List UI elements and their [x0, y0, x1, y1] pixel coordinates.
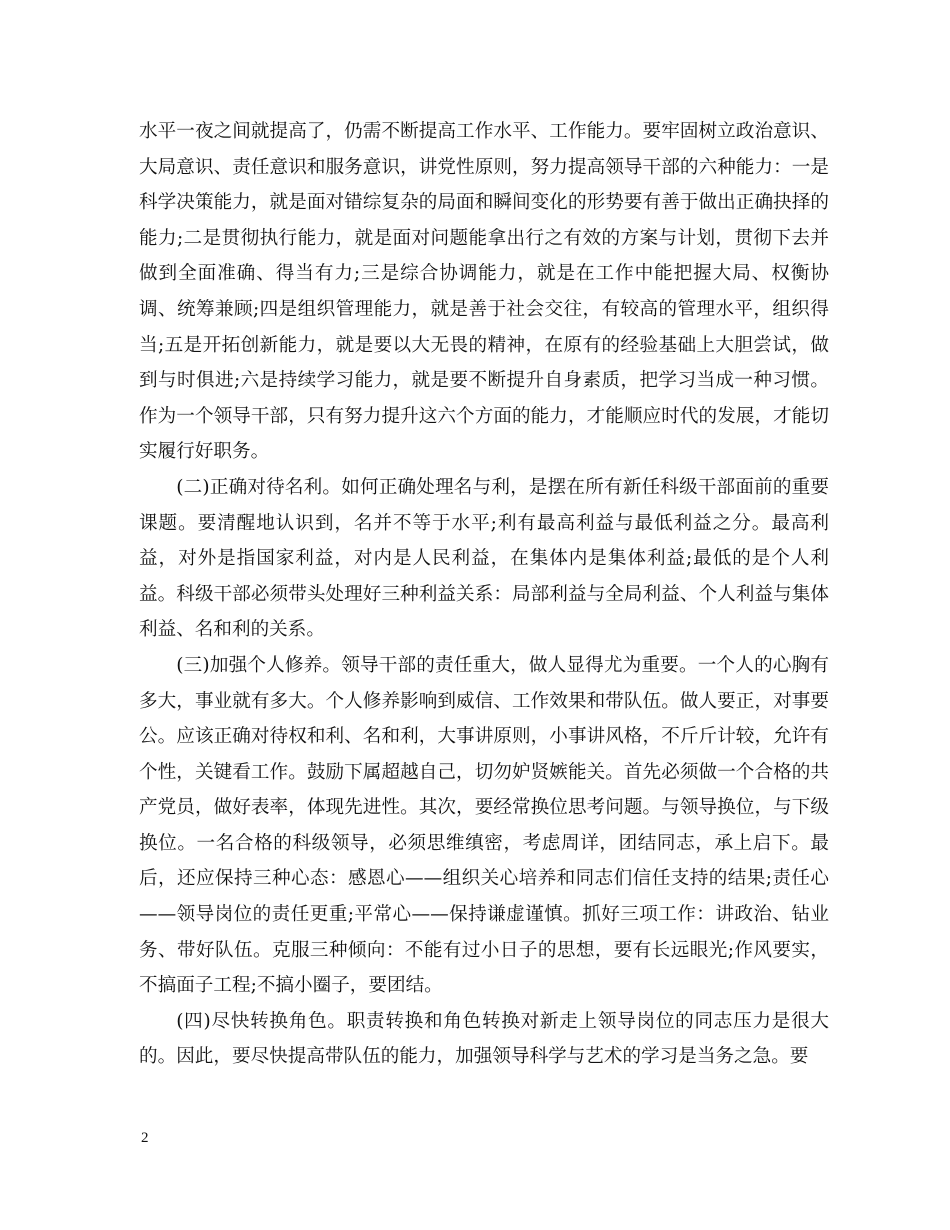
page-number: 2	[141, 1130, 149, 1146]
paragraph-2: (二)正确对待名利。如何正确处理名与利，是摆在所有新任科级干部面前的重要课题。要清醒地认识到，名并不等于水平;利有最高利益与最低利益之分。最高利益，对外是指国家利益，对内是人民利益，在集体内是集体利益;最低的是个人利益。科级干部必须带头处理好三种利益关系：局部利益与全局利益、个人利益与集体利益、名和利的关系。	[139, 476, 829, 641]
paragraph-3: (三)加强个人修养。领导干部的责任重大，做人显得尤为重要。一个人的心胸有多大，事业就有多大。个人修养影响到威信、工作效果和带队伍。做人要正，对事要公。应该正确对待权和利、名和利，大事讲原则，小事讲风格，不斤斤计较，允许有个性，关键看工作。鼓励下属超越自己，切勿妒贤嫉能关。首先必须做一个合格的共产党员，做好表率，体现先进性。其次，要经常换位思考问题。与领导换位，与下级换位。一名合格的科级领导，必须思维缜密，考虑周详，团结同志，承上启下。最后，还应保持三种心态：感恩心——组织关心培养和同志们信任支持的结果;责任心——领导岗位的责任更重;平常心——保持谦虚谨慎。抓好三项工作：讲政治、钻业务、带好队伍。克服三种倾向：不能有过小日子的思想，要有长远眼光;作风要实，不搞面子工程;不搞小圈子，要团结。	[139, 654, 829, 997]
document-body	[139, 114, 829, 1075]
paragraph-1: 水平一夜之间就提高了，仍需不断提高工作水平、工作能力。要牢固树立政治意识、大局意识、责任意识和服务意识，讲党性原则，努力提高领导干部的六种能力：一是科学决策能力，就是面对错综复杂的局面和瞬间变化的形势要有善于做出正确抉择的能力;二是贯彻执行能力，就是面对问题能拿出行之有效的方案与计划，贯彻下去并做到全面准确、得当有力;三是综合协调能力，就是在工作中能把握大局、权衡协调、统筹兼顾;四是组织管理能力，就是善于社会交往，有较高的管理水平，组织得当;五是开拓创新能力，就是要以大无畏的精神，在原有的经验基础上大胆尝试，做到与时俱进;六是持续学习能力，就是要不断提升自身素质，把学习当成一种习惯。作为一个领导干部，只有努力提升这六个方面的能力，才能顺应时代的发展，才能切实履行好职务。	[139, 121, 829, 463]
paragraph-4: (四)尽快转换角色。职责转换和角色转换对新走上领导岗位的同志压力是很大的。因此，要尽快提高带队伍的能力，加强领导科学与艺术的学习是当务之急。要	[139, 1010, 829, 1068]
